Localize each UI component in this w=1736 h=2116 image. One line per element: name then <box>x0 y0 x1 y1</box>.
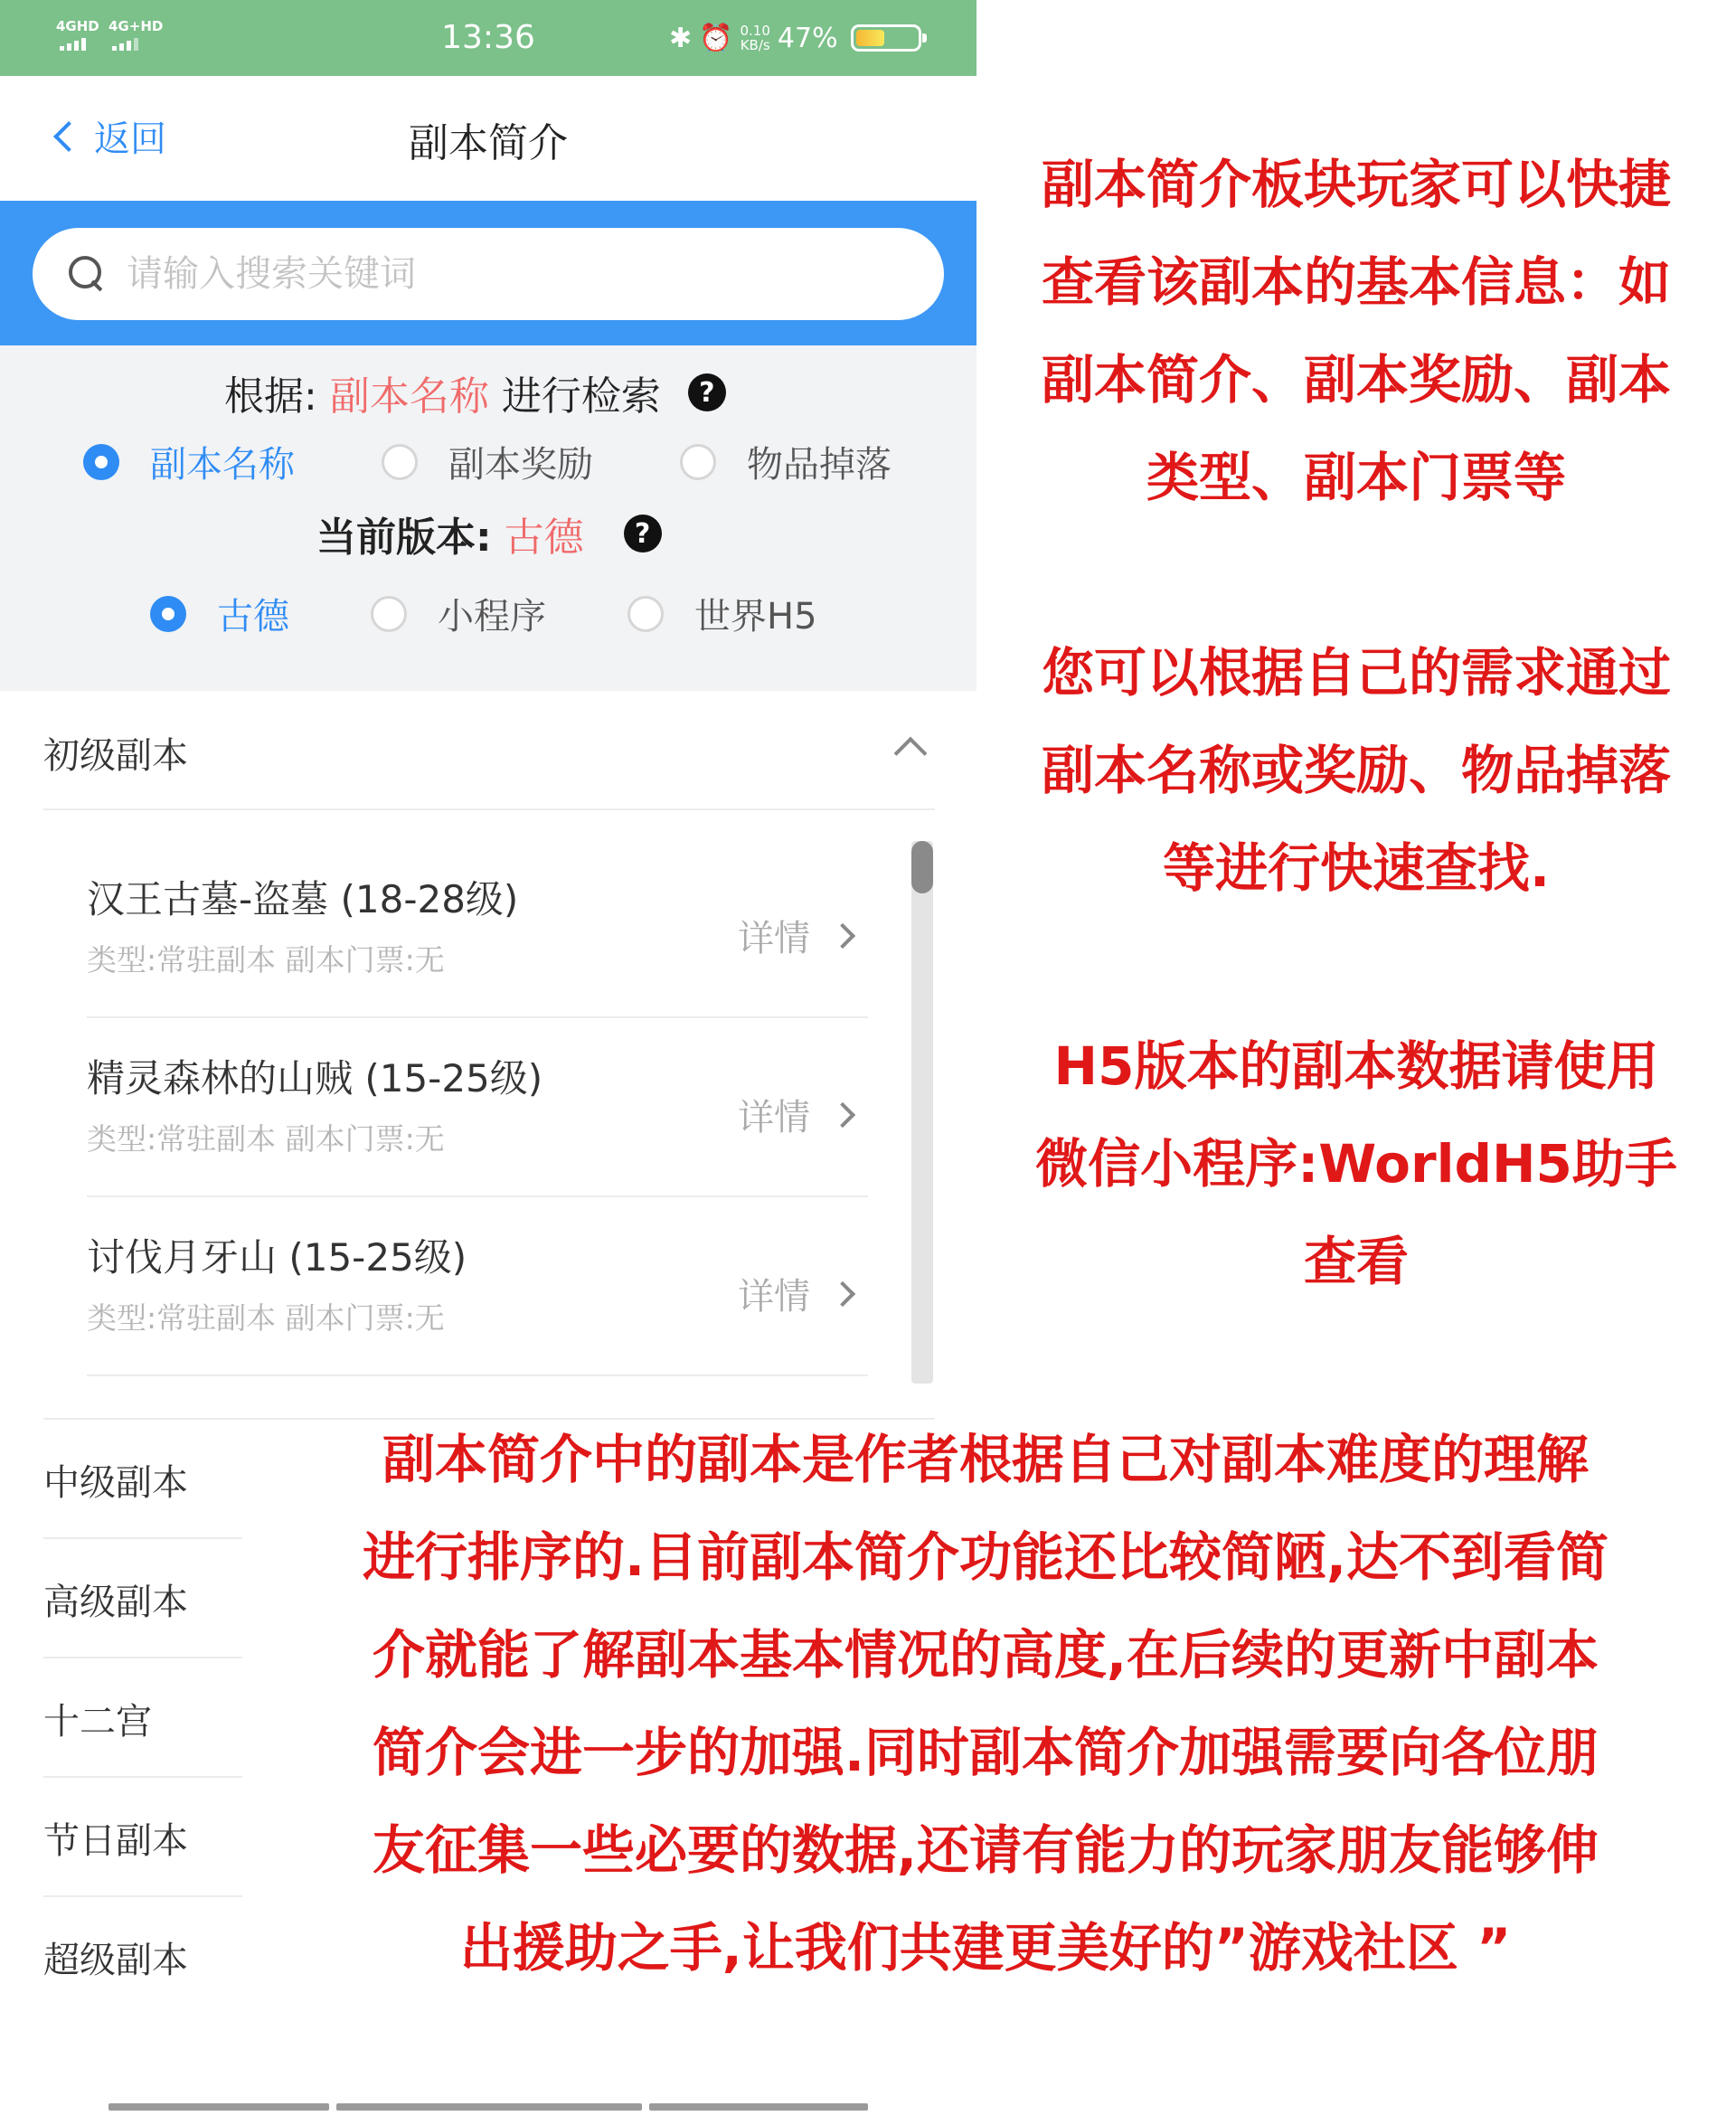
dungeon-meta: 类型:常驻副本 副本门票:无 <box>87 942 445 978</box>
radio-checked-icon <box>83 444 119 480</box>
search-box[interactable] <box>33 228 944 320</box>
criteria-suffix: 进行检索 <box>501 373 661 420</box>
dungeon-name: 精灵森林的山贼 (15-25级) <box>87 1056 543 1101</box>
radio-version-h5[interactable] <box>627 588 817 639</box>
radio-label: 副本奖励 <box>448 444 593 486</box>
divider <box>43 808 935 810</box>
list-item[interactable] <box>87 1018 868 1197</box>
search-option-group <box>83 436 892 487</box>
radio-unchecked-icon <box>371 596 407 632</box>
alarm-icon: ⏰ <box>699 22 733 54</box>
radio-label: 副本名称 <box>150 444 295 486</box>
detail-button[interactable] <box>738 1089 852 1140</box>
bluetooth-icon: ✱ <box>669 22 693 54</box>
version-line <box>316 505 662 562</box>
section-header-beginner[interactable]: 初级副本 <box>43 735 188 777</box>
page-title: 副本简介 <box>409 120 568 166</box>
radio-label: 物品掉落 <box>747 444 892 486</box>
radio-unchecked-icon <box>382 444 418 480</box>
signal-label-1: 4GHD <box>56 18 99 34</box>
battery-fill <box>856 30 884 46</box>
help-icon[interactable]: ? <box>688 373 726 411</box>
section-header-advanced[interactable]: 高级副本 <box>43 1582 188 1623</box>
divider <box>336 2103 642 2111</box>
section-header-intermediate[interactable]: 中级副本 <box>43 1462 188 1504</box>
detail-button[interactable] <box>738 910 852 961</box>
radio-option-drop[interactable] <box>680 436 892 487</box>
detail-label: 详情 <box>738 1097 810 1138</box>
radio-version-miniprogram[interactable] <box>371 588 546 639</box>
speed-value: 0.10 <box>740 23 770 39</box>
divider <box>43 1657 242 1658</box>
dungeon-meta: 类型:常驻副本 副本门票:无 <box>87 1121 445 1157</box>
radio-unchecked-icon <box>680 444 716 480</box>
radio-label: 古德 <box>217 596 289 638</box>
annotation-author-note: 副本简介中的副本是作者根据自己对副本难度的理解 进行排序的.目前副本简介功能还比较简陋,达不到看简 介就能了解副本基本情况的高度,在后续的更新中副本 简介会进一步的加强.同时副本简介加强需要向各位朋 友征集一些必要的数据,还请有能力的玩家朋友能够伸 出援助之手,让我们共建更美好的”游戏社区 ” <box>362 1429 1609 1979</box>
filter-panel <box>0 345 976 691</box>
chevron-right-icon <box>830 1280 855 1306</box>
section-header-zodiac[interactable]: 十二宫 <box>43 1701 152 1743</box>
status-bar <box>0 0 976 76</box>
version-option-group <box>150 588 817 639</box>
criteria-value: 副本名称 <box>329 373 489 420</box>
scrollbar[interactable] <box>911 841 933 1384</box>
scrollbar-thumb[interactable] <box>911 841 933 893</box>
signal-label-2: 4G+HD <box>108 18 164 34</box>
status-right <box>669 18 921 58</box>
version-value: 古德 <box>504 515 584 561</box>
search-input[interactable] <box>127 253 868 295</box>
back-button[interactable] <box>49 110 166 162</box>
annotation-search-tip: 您可以根据自己的需求通过 副本名称或奖励、物品掉落 等进行快速查找. <box>1041 642 1671 899</box>
radio-label: 世界H5 <box>694 596 817 638</box>
chevron-up-icon[interactable] <box>894 737 928 770</box>
battery-percent: 47% <box>777 22 838 54</box>
dungeon-name: 讨伐月牙山 (15-25级) <box>87 1235 467 1280</box>
divider <box>43 1895 242 1897</box>
criteria-prefix: 根据: <box>224 373 317 420</box>
detail-label: 详情 <box>738 918 810 959</box>
detail-label: 详情 <box>738 1276 810 1318</box>
dungeon-name: 汉王古墓-盗墓 (18-28级) <box>87 877 519 921</box>
section-header-holiday[interactable]: 节日副本 <box>43 1820 188 1862</box>
list-item[interactable] <box>87 839 868 1018</box>
annotation-h5-tip: H5版本的副本数据请使用 微信小程序:WorldH5助手 查看 <box>1035 1035 1677 1292</box>
battery-icon <box>851 24 921 52</box>
divider <box>649 2103 868 2111</box>
divider <box>43 1776 242 1778</box>
radio-option-name[interactable] <box>83 436 295 487</box>
criteria-line <box>224 364 726 421</box>
clock: 13:36 <box>441 19 535 56</box>
chevron-right-icon <box>830 922 855 948</box>
speed-unit: KB/s <box>740 37 770 53</box>
section-header-super[interactable]: 超级副本 <box>43 1940 188 1981</box>
radio-option-reward[interactable] <box>382 436 593 487</box>
list-item[interactable] <box>87 1197 868 1376</box>
signal-bars-icon <box>60 38 92 51</box>
radio-unchecked-icon <box>627 596 664 632</box>
back-label: 返回 <box>94 118 166 160</box>
divider <box>43 1537 242 1539</box>
help-icon[interactable]: ? <box>624 515 662 553</box>
chevron-right-icon <box>830 1101 855 1127</box>
search-icon <box>69 256 105 292</box>
radio-version-gude[interactable] <box>150 588 289 639</box>
version-prefix: 当前版本: <box>316 515 492 561</box>
radio-checked-icon <box>150 596 186 632</box>
search-area <box>0 201 976 345</box>
annotation-overview: 副本简介板块玩家可以快捷 查看该副本的基本信息：如 副本简介、副本奖励、副本 类型、副本门票等 <box>1041 154 1671 508</box>
signal-bars-icon-2 <box>112 38 145 51</box>
divider <box>108 2103 329 2111</box>
network-speed <box>741 24 770 52</box>
chevron-left-icon <box>53 121 84 152</box>
detail-button[interactable] <box>738 1268 852 1319</box>
radio-label: 小程序 <box>438 596 546 638</box>
nav-bar <box>0 76 976 201</box>
dungeon-meta: 类型:常驻副本 副本门票:无 <box>87 1300 445 1336</box>
